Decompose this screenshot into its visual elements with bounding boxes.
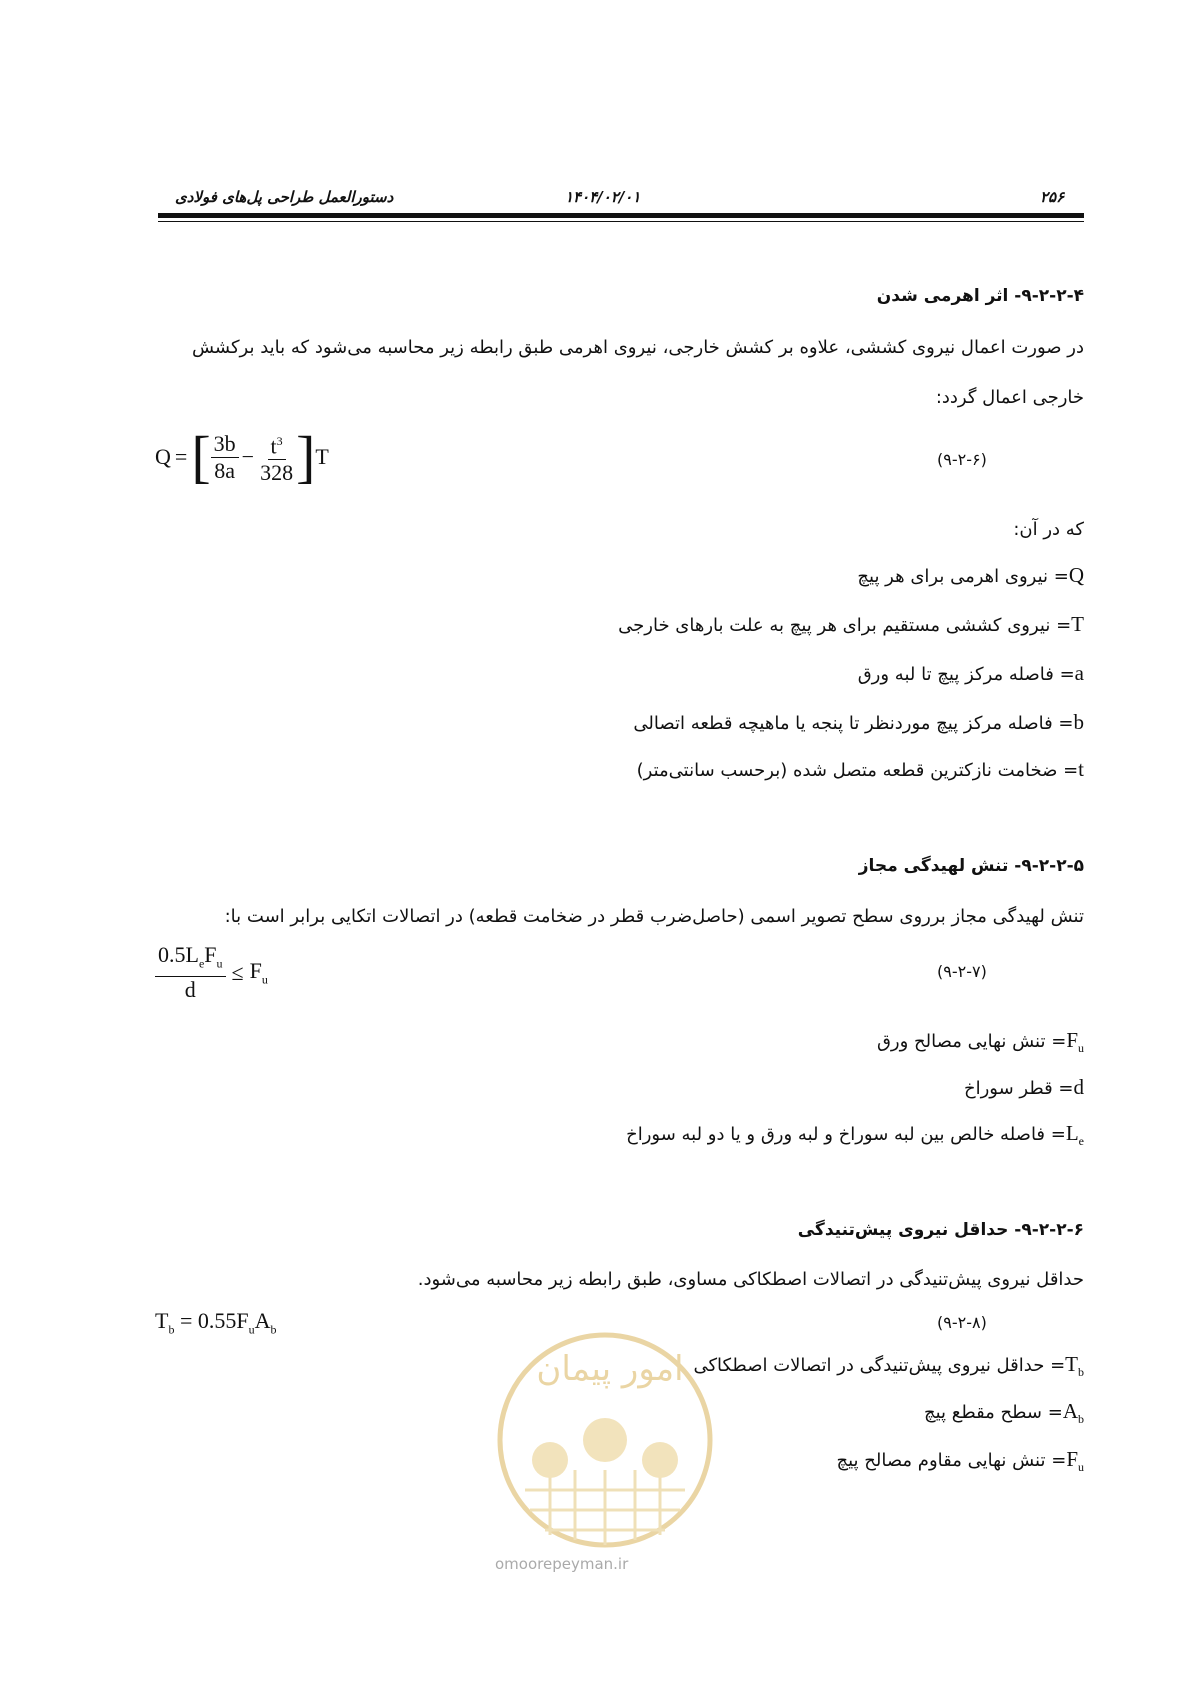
eq-equals: = bbox=[174, 444, 188, 470]
definition-item bbox=[857, 563, 1084, 588]
where-intro: که در آن: bbox=[1013, 519, 1084, 540]
equation-prying-force bbox=[155, 424, 329, 490]
paragraph-line: تنش لهیدگی مجاز برروی سطح تصویر اسمی (حاصل‌ضرب قطر در ضخامت قطعه) در اتصالات اتکایی برابر است با: bbox=[224, 906, 1084, 927]
watermark-url: omoorepeyman.ir bbox=[495, 1555, 629, 1573]
equation-bearing-stress bbox=[155, 942, 268, 1003]
equation-number: (۹-۲-۸) bbox=[937, 1313, 987, 1332]
watermark-logo bbox=[490, 1320, 720, 1580]
definition-item bbox=[618, 612, 1084, 637]
page-number: ۲۵۶ bbox=[1040, 188, 1065, 206]
def-text: = حداقل نیروی پیش‌تنیدگی در اتصالات اصطکاکی bbox=[693, 1355, 1066, 1376]
definition-item bbox=[924, 1399, 1084, 1427]
eq-mid: = 0.55F bbox=[174, 1308, 249, 1333]
frac-numerator bbox=[268, 428, 286, 460]
frac-denominator: d bbox=[184, 977, 196, 1003]
def-text: = فاصله مرکز پیچ موردنظر تا پنجه یا ماهیچه قطعه اتصالی bbox=[633, 713, 1074, 734]
def-symbol-sub: b bbox=[1078, 1412, 1084, 1427]
frac-base: t bbox=[270, 433, 277, 459]
equation-number: (۹-۲-۶) bbox=[937, 450, 987, 469]
def-symbol: t bbox=[1078, 757, 1084, 781]
def-symbol bbox=[1066, 1121, 1084, 1149]
def-symbol-base: A bbox=[1062, 1399, 1078, 1423]
section-heading-pretension: ۹-۲-۲-۶- حداقل نیروی پیش‌تنیدگی bbox=[797, 1220, 1084, 1240]
def-symbol bbox=[1065, 1352, 1084, 1380]
header-book-title: دستورالعمل طراحی پل‌های فولادی bbox=[175, 188, 394, 206]
def-symbol-base: L bbox=[1065, 1121, 1079, 1145]
def-symbol-base: T bbox=[1065, 1352, 1078, 1376]
eq-fraction-2 bbox=[257, 428, 296, 486]
header-rule-thin bbox=[158, 221, 1084, 222]
section-heading-prying: ۹-۲-۲-۴- اثر اهرمی شدن bbox=[876, 286, 1084, 306]
eq-lhs-sub: b bbox=[168, 1322, 175, 1337]
paragraph-line: خارجی اعمال گردد: bbox=[935, 387, 1084, 408]
eq-lhs: Q bbox=[155, 444, 171, 470]
def-symbol-sub: u bbox=[1078, 1041, 1084, 1056]
def-symbol-sub: e bbox=[1078, 1134, 1084, 1149]
eq-tail: T bbox=[315, 444, 329, 470]
def-symbol: a bbox=[1074, 661, 1084, 685]
header-rule-thick bbox=[158, 213, 1084, 218]
def-text: = فاصله خالص بین لبه سوراخ و لبه ورق و یا دو لبه سوراخ bbox=[626, 1124, 1066, 1145]
def-text: = قطر سوراخ bbox=[963, 1078, 1074, 1099]
def-symbol bbox=[1074, 1075, 1085, 1103]
definition-item bbox=[877, 1028, 1084, 1056]
def-symbol-base: d bbox=[1073, 1075, 1084, 1099]
eq-relation: ≤ bbox=[231, 959, 244, 985]
def-text: = سطح مقطع پیچ bbox=[923, 1402, 1063, 1423]
eq-rhs-sub: b bbox=[270, 1322, 277, 1337]
rhs-subscript: u bbox=[261, 972, 268, 987]
section-heading-bearing: ۹-۲-۲-۵- تنش لهیدگی مجاز bbox=[858, 856, 1084, 876]
num-part: 0.5L bbox=[158, 942, 199, 967]
frac-denominator: 8a bbox=[214, 457, 236, 483]
num-part: F bbox=[204, 942, 217, 967]
def-symbol bbox=[1066, 1028, 1084, 1056]
eq-fraction-1 bbox=[211, 431, 239, 484]
definition-item bbox=[836, 1447, 1084, 1475]
paragraph-line: حداقل نیروی پیش‌تنیدگی در اتصالات اصطکاکی مساوی، طبق رابطه زیر محاسبه می‌شود. bbox=[417, 1269, 1084, 1290]
frac-exponent: 3 bbox=[276, 434, 283, 448]
def-symbol: b bbox=[1073, 710, 1084, 734]
def-symbol-base: F bbox=[1066, 1028, 1078, 1052]
def-symbol-base: F bbox=[1066, 1447, 1078, 1471]
watermark-logo-text: امور پیمان bbox=[536, 1349, 684, 1389]
definition-item bbox=[858, 661, 1084, 686]
def-symbol-sub: u bbox=[1078, 1460, 1084, 1475]
definition-item bbox=[964, 1075, 1084, 1103]
definition-item bbox=[633, 710, 1084, 735]
def-text: = نیروی کششی مستقیم برای هر پیچ به علت بارهای خارجی bbox=[618, 615, 1072, 636]
def-text: = فاصله مرکز پیچ تا لبه ورق bbox=[857, 664, 1075, 685]
eq-rhs: A bbox=[254, 1308, 271, 1333]
equation-pretension bbox=[155, 1308, 277, 1337]
eq-fraction bbox=[155, 942, 226, 1003]
def-text: = تنش نهایی مصالح ورق bbox=[876, 1031, 1067, 1052]
header-date: ۱۴۰۴/۰۲/۰۱ bbox=[565, 188, 641, 206]
equation-number: (۹-۲-۷) bbox=[937, 962, 987, 981]
paragraph-line: در صورت اعمال نیروی کششی، علاوه بر کشش خارجی، نیروی اهرمی طبق رابطه زیر محاسبه می‌شود که باید برکشش bbox=[191, 337, 1084, 358]
num-subscript: u bbox=[216, 956, 223, 971]
definition-item bbox=[626, 1121, 1084, 1149]
eq-lhs: T bbox=[155, 1308, 169, 1333]
eq-rhs bbox=[250, 958, 268, 987]
def-text: = نیروی اهرمی برای هر پیچ bbox=[857, 566, 1069, 587]
definition-item bbox=[637, 757, 1084, 782]
frac-denominator: 328 bbox=[260, 460, 294, 486]
eq-mid-sub: u bbox=[248, 1322, 255, 1337]
eq-minus: − bbox=[241, 444, 255, 470]
frac-numerator: 3b bbox=[211, 431, 239, 458]
def-symbol bbox=[1066, 1447, 1084, 1475]
eq-bracket-right: ] bbox=[296, 424, 316, 490]
def-text: = ضخامت نازکترین قطعه متصل شده (برحسب سانتی‌متر) bbox=[636, 760, 1079, 781]
num-subscript: e bbox=[198, 956, 205, 971]
def-symbol-sub: b bbox=[1078, 1365, 1084, 1380]
definition-item bbox=[693, 1352, 1084, 1380]
frac-numerator bbox=[155, 942, 226, 977]
def-symbol: T bbox=[1071, 612, 1084, 636]
eq-bracket-left: [ bbox=[191, 424, 211, 490]
def-text: = تنش نهایی مقاوم مصالح پیچ bbox=[836, 1450, 1067, 1471]
rhs-symbol: F bbox=[249, 958, 262, 983]
def-symbol bbox=[1063, 1399, 1084, 1427]
def-symbol: Q bbox=[1068, 563, 1084, 587]
